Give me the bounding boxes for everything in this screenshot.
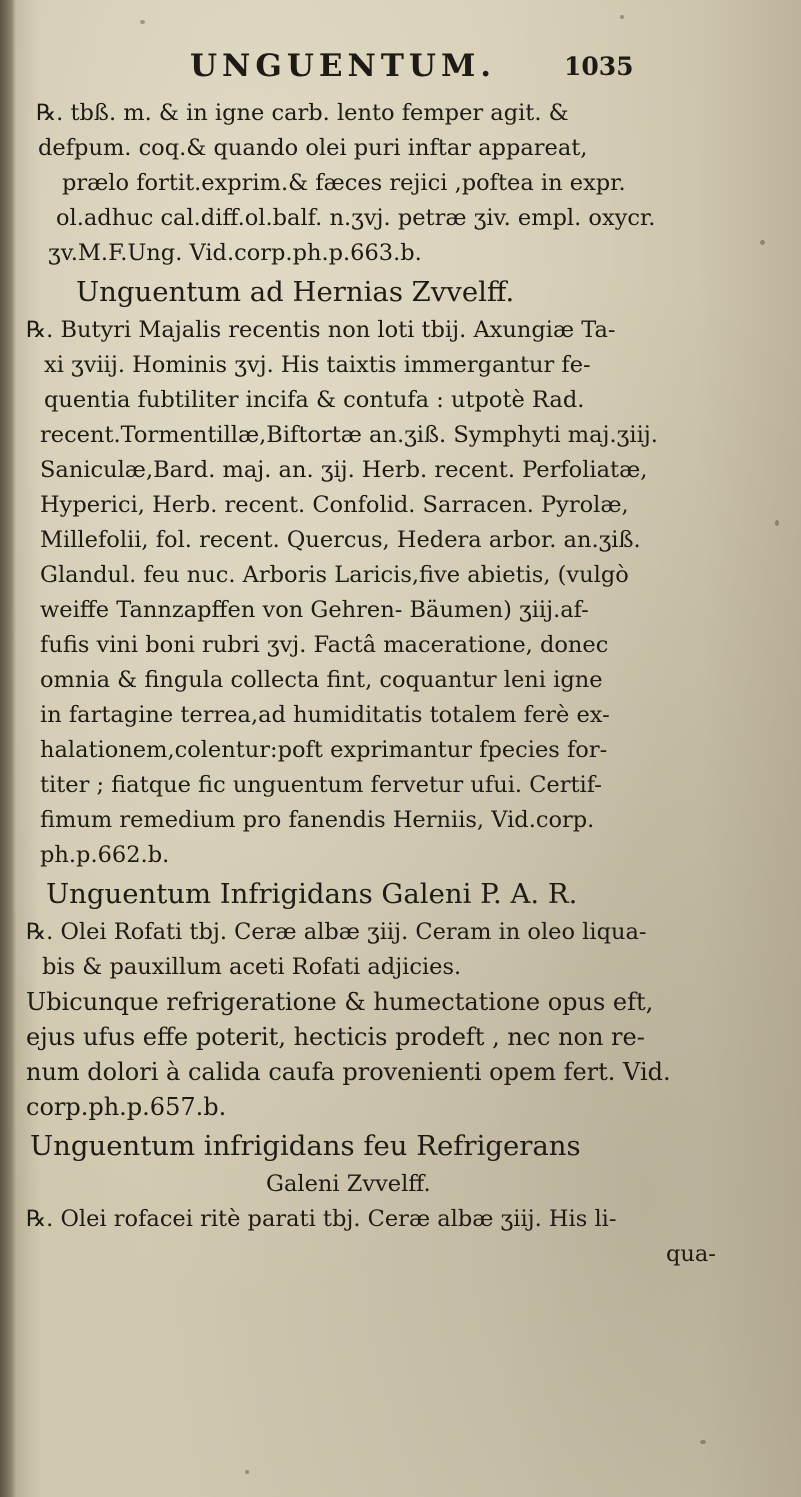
text-line: in fartagine terrea,ad humiditatis totalem ferè ex-: [40, 702, 610, 728]
text-line: fimum remedium pro fanendis Herniis, Vid.corp.: [40, 807, 595, 833]
paper-speck: [620, 15, 624, 19]
text-line: quentia fubtiliter incifa & contufa : utpotè Rad.: [44, 387, 585, 413]
section-heading: Unguentum Infrigidans Galeni P. A. R.: [46, 878, 578, 910]
text-line: ph.p.662.b.: [40, 842, 170, 868]
paper-speck: [775, 520, 779, 526]
text-line: titer ; fiatque fic unguentum fervetur ufui. Certif-: [40, 772, 602, 798]
text-line: corp.ph.p.657.b.: [26, 1093, 227, 1121]
running-title: UNGUENTUM.: [190, 48, 497, 84]
text-line: ejus ufus effe poterit, hecticis prodeft , nec non re-: [26, 1023, 645, 1051]
text-line: ℞. Olei rofacei ritè parati tbj. Ceræ albæ ʒiij. His li-: [26, 1206, 617, 1232]
text-line: omnia & fingula collecta fint, coquantur leni igne: [40, 667, 603, 693]
paper-speck: [245, 1470, 249, 1474]
text-line: prælo fortit.exprim.& fæces rejici ,poftea in expr.: [62, 170, 626, 196]
section-heading: Unguentum infrigidans feu Refrigerans: [30, 1130, 581, 1162]
section-subheading: Galeni Zvvelff.: [266, 1171, 431, 1197]
page-number: 1035: [564, 52, 634, 81]
paper-speck: [700, 1440, 706, 1444]
text-line: Saniculæ,Bard. maj. an. ʒij. Herb. recent. Perfoliatæ,: [40, 457, 648, 483]
text-line: Millefolii, fol. recent. Quercus, Hedera arbor. an.ʒiß.: [40, 527, 641, 553]
text-line: ℞. Butyri Majalis recentis non loti tbij. Axungiæ Ta-: [26, 317, 616, 343]
text-line: defpum. coq.& quando olei puri inftar appareat,: [38, 135, 588, 161]
text-line: xi ʒviij. Hominis ʒvj. His taixtis immergantur fe-: [44, 352, 591, 378]
text-line: Ubicunque refrigeratione & humectatione opus eft,: [26, 988, 654, 1016]
paper-speck: [140, 20, 145, 24]
text-line: fufis vini boni rubri ʒvj. Factâ maceratione, donec: [40, 632, 609, 658]
text-line: bis & pauxillum aceti Rofati adjicies.: [42, 954, 462, 980]
text-line: ℞. tbß. m. & in igne carb. lento femper agit. &: [36, 100, 569, 126]
text-line: halationem,colentur:poft exprimantur fpecies for-: [40, 737, 608, 763]
text-line: Glandul. feu nuc. Arboris Laricis,five abietis, (vulgò: [40, 562, 629, 588]
text-line: ol.adhuc cal.diff.ol.balf. n.ʒvj. petræ ʒiv. empl. oxycr.: [56, 205, 656, 231]
text-line: weiffe Tannzapffen von Gehren- Bäumen) ʒiij.af-: [40, 597, 589, 623]
text-line: ʒv.M.F.Ung. Vid.corp.ph.p.663.b.: [48, 240, 422, 266]
catchword: qua-: [666, 1241, 716, 1267]
text-line: ℞. Olei Rofati tbj. Ceræ albæ ʒiij. Ceram in oleo liqua-: [26, 919, 647, 945]
section-heading: Unguentum ad Hernias Zvvelff.: [76, 276, 515, 308]
text-line: recent.Tormentillæ,Biftortæ an.ʒiß. Symphyti maj.ʒiij.: [40, 422, 658, 448]
page-body: [26, 96, 766, 1272]
book-spine-shadow: [0, 0, 16, 1497]
page-header: [130, 48, 730, 98]
text-line: Hyperici, Herb. recent. Confolid. Sarracen. Pyrolæ,: [40, 492, 629, 518]
text-line: num dolori à calida caufa provenienti opem fert. Vid.: [26, 1058, 671, 1086]
